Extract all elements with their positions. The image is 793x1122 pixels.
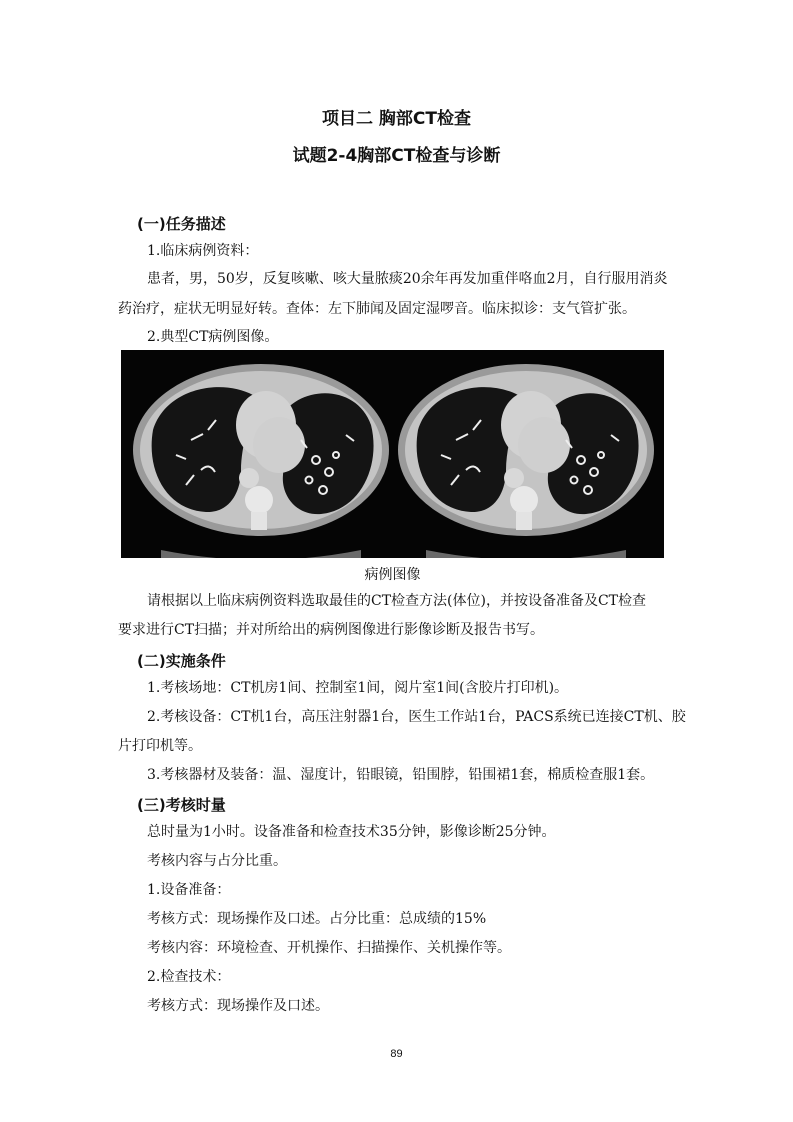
condition-equipment-line2: 片打印机等。 [118, 738, 202, 754]
total-time: 总时量为1小时。设备准备和检查技术35分钟，影像诊断25分钟。 [147, 824, 556, 840]
page-number: 89 [390, 1048, 403, 1060]
exam-title: 试题2-4胸部CT检查与诊断 [292, 146, 501, 166]
equipment-prep-label: 1.设备准备： [147, 882, 231, 898]
case-text-line2: 药治疗，症状无明显好转。查体：左下肺闻及固定湿啰音。临床拟诊：支气管扩张。 [118, 301, 636, 317]
ct-scans-svg [121, 350, 664, 558]
case-data-label: 1.临床病例资料： [147, 243, 259, 259]
case-text-line1: 患者，男，50岁，反复咳嗽、咳大量脓痰20余年再发加重伴咯血2月，自行服用消炎 [147, 271, 668, 287]
instruction-line2: 要求进行CT扫描；并对所给出的病例图像进行影像诊断及报告书写。 [118, 622, 545, 638]
condition-materials: 3.考核器材及装备：温、湿度计，铅眼镜，铅围脖，铅围裙1套，棉质检查服1套。 [147, 767, 655, 783]
project-title: 项目二 胸部CT检查 [322, 109, 471, 129]
equipment-prep-method: 考核方式：现场操作及口述。占分比重：总成绩的15% [147, 911, 487, 927]
section-heading-time: (三)考核时量 [137, 796, 226, 814]
instruction-line1: 请根据以上临床病例资料选取最佳的CT检查方法(体位)，并按设备准备及CT检查 [147, 593, 647, 609]
condition-site: 1.考核场地：CT机房1间、控制室1间，阅片室1间(含胶片打印机)。 [147, 680, 569, 696]
exam-technique-method: 考核方式：现场操作及口述。 [147, 998, 329, 1014]
equipment-prep-content: 考核内容：环境检查、开机操作、扫描操作、关机操作等。 [147, 940, 511, 956]
ct-images-label: 2.典型CT病例图像。 [147, 329, 279, 345]
ct-case-image [121, 350, 664, 558]
section-heading-conditions: (二)实施条件 [137, 652, 226, 670]
figure-caption: 病例图像 [364, 567, 421, 583]
exam-technique-label: 2.检查技术： [147, 969, 231, 985]
condition-equipment-line1: 2.考核设备：CT机1台，高压注射器1台，医生工作站1台，PACS系统已连接CT机、胶 [147, 709, 686, 725]
content-weight: 考核内容与占分比重。 [147, 853, 287, 869]
section-heading-task: (一)任务描述 [137, 215, 226, 233]
